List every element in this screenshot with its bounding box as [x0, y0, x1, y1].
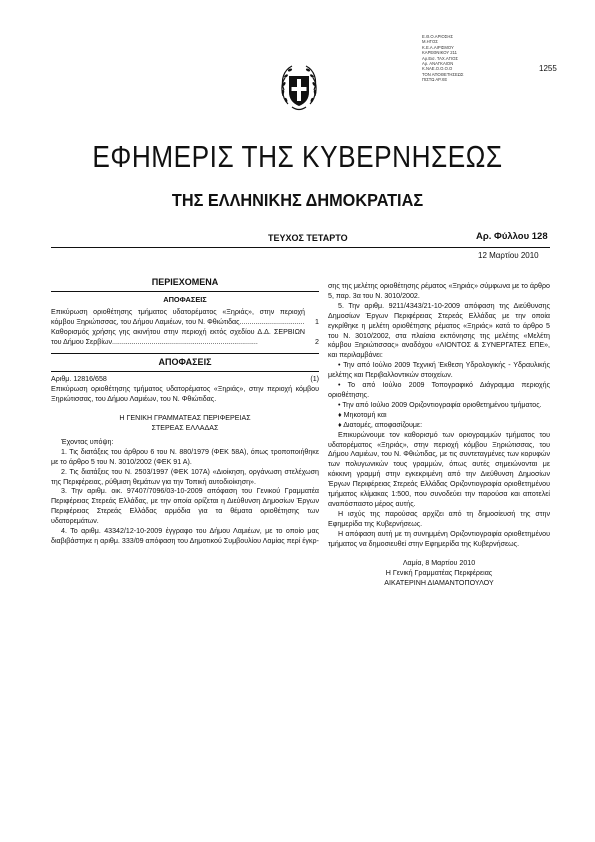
stamp-line: ΠΙΣΤΩ ΑΡ.ΧΕ — [422, 77, 448, 83]
gazette-subtitle: ΤΗΣ ΕΛΛΗΝΙΚΗΣ ΔΗΜΟΚΡΑΤΙΑΣ — [171, 190, 424, 210]
paragraph: 1. Τις διατάξεις του άρθρου 6 του Ν. 880/1979 (ΦΕΚ 58Α), όπως τροποποιήθηκε με το άρθρο 5 του Ν. 3010/2002 (ΦΕΚ 91 Α). — [51, 447, 319, 466]
authority-line-2: ΣΤΕΡΕΑΣ ΕΛΛΑΔΑΣ — [151, 423, 219, 432]
signoff-title: Η Γενική Γραμματέας Περιφέρειας — [385, 569, 493, 578]
issue-label: ΤΕΥΧΟΣ ΤΕΤΑΡΤΟ — [268, 233, 348, 243]
contents-item-text: Καθορισμός χρήσης γης ακινήτου στην περιοχή εκτός σχεδίου Δ.Δ. ΣΕΡΒΙΩΝ του Δήμου Σερβίων.......................................................................... — [51, 327, 305, 346]
stamp-line: Αρ. ΑΝΑΓΚΑΙΟΝ — [422, 61, 454, 67]
paragraph: 3. Την αριθμ. οικ. 97407/7096/03-10-2009 απόφαση του Γενικού Γραμματέα Περιφέρειας Στερεάς Ελλάδας, με την οποία ορίζεται η Διεύθυνση Δημοσίων Έργων Περιφέρειας Στερεάς Ελλάδας αρμόδια για τα θέματα οριοθέτησης των υδατορεμάτων. — [51, 487, 319, 526]
sheet-number: Αρ. Φύλλου 128 — [476, 231, 548, 242]
stamp-line: ΚΑΡΕΘΝΙΚΟΥ 211 — [422, 50, 457, 56]
paragraph: Η ισχύς της παρούσας αρχίζει από τη δημοσίευσή της στην Εφημερίδα της Κυβερνήσεως. — [328, 509, 550, 528]
bullet-item: ♦ Μηκοτομή και — [338, 410, 387, 419]
postage-stamp-block — [422, 34, 512, 83]
contents-heading: ΠΕΡΙΕΧΟΜΕΝΑ — [151, 277, 219, 287]
signoff-name: ΑΙΚΑΤΕΡΙΝΗ ΔΙΑΜΑΝΤΟΠΟΥΛΟΥ — [384, 579, 494, 588]
issue-date: 12 Μαρτίου 2010 — [478, 251, 539, 260]
stamp-line: Κ.Ε.Α.ΑΙΡΙΣΜΟΥ — [422, 44, 454, 50]
paragraph: Η απόφαση αυτή με τη συνημμένη Οριζοντιογραφία οριοθετημένου τμήματος να δημοσιευθεί στην Εφημερίδα της Κυβερνήσεως. — [328, 529, 550, 548]
contents-item — [51, 308, 319, 328]
stamp-line: Αρ.Εισ. ΤΑΧ.ΑΓΙΟΣ — [422, 55, 459, 61]
stamp-line: Ε.Θ.Ο.ΑΡΙΟΣΗΣ — [422, 34, 454, 39]
contents-rule — [51, 291, 319, 292]
masthead-divider — [51, 247, 550, 248]
paragraph: 4. Το αριθμ. 43342/12-10-2009 έγγραφο του Δήμου Λαμιέων, με το οποίο μας διαβιβάστηκε η αριθμ. 333/09 απόφαση του Δημοτικού Συμβουλίου Λαμίας περί έγκρ- — [51, 527, 319, 545]
paragraph: Επικυρώνουμε τον καθορισμό των οριογραμμών τμήματος του υδατορέματος «Ξηριάς», στην περιοχή κόμβου Ξηριώτισσας, του Δήμου Λαμιέων, του Ν. Φθιώτιδας, με τις συντεταγμένες των κορυφών των πολυγωνικών τους γραμμών, όπως αυτές σημειώνονται με κόκκινη γραμμή στην εγκεκριμένη από την Διεύθυνση Δημοσίων Έργων Περιφέρειας Στερεάς Ελλάδας Οριζοντιογραφία οριοθετημένου τμήματος κλίμακας 1:500, που συνοδεύει την παρούσα και αποτελεί αναπόσπαστο μέρος αυτής. — [328, 430, 550, 508]
contents-item — [51, 328, 319, 348]
contents-item-text: Επικύρωση οριοθέτησης τμήματος υδατορέματος «Ξηριάς», στην περιοχή κόμβου Ξηριώτισσας, του Δήμου Λαμιέων, του Ν. Φθιώτιδας................................. — [51, 307, 305, 326]
signoff-place-date: Λαμία, 8 Μαρτίου 2010 — [402, 559, 476, 568]
bullet-item: • Την από Ιούλιο 2009 Οριζοντιογραφία οριοθετημένου τμήματος. — [338, 400, 542, 409]
decision-ref-mark: (1) — [310, 375, 319, 384]
decision-ref-number: Αριθμ. 12816/658 — [51, 375, 107, 384]
authority-line-1: Η ΓΕΝΙΚΗ ΓΡΑΜΜΑΤΕΑΣ ΠΕΡΙΦΕΡΕΙΑΣ — [119, 414, 251, 423]
left-column — [51, 262, 319, 547]
stamp-line: ΤΟΝ ΑΠΟΘΕΤΗΣΕΩΣ — [422, 71, 464, 77]
decision-ref-row — [51, 375, 319, 385]
bullet-item: • Το από Ιούλιο 2009 Τοπογραφικό Διάγραμμα περιοχής οριοθέτησης. — [328, 381, 550, 399]
paragraph: σης της μελέτης οριοθέτησης ρέματος «Ξηριάς» σύμφωνα με το άρθρο 5, παρ. 3α του Ν. 3010/2002. — [328, 282, 550, 300]
stamp-line: Μ.ΗΓΟΣ — [422, 39, 438, 45]
having-regard: Έχοντας υπόψη: — [61, 437, 114, 446]
bullet-item: • Την από Ιούλιο 2009 Τεχνική Έκθεση Υδρολογικής - Υδραυλικής μελέτης και Περιβαλλοντικών στοιχείων. — [328, 361, 550, 380]
contents-subheading: ΑΠΟΦΑΣΕΙΣ — [163, 294, 207, 304]
gazette-title: ΕΦΗΜΕΡΙΣ ΤΗΣ ΚΥΒΕΡΝΗΣΕΩΣ — [92, 140, 503, 174]
decision-title: Επικύρωση οριοθέτησης τμήματος υδατορέματος «Ξηριάς», στην περιοχή κόμβου Ξηριώτισσας, του Δήμου Λαμιέων, του Ν. Φθιώτιδας. — [51, 385, 319, 404]
contents-item-page: 1 — [315, 317, 319, 326]
decisions-rule — [51, 371, 319, 372]
section-rule — [51, 353, 319, 354]
contents-item-page: 2 — [315, 337, 319, 346]
paragraph: 5. Την αριθμ. 9211/4343/21-10-2009 απόφαση της Διεύθυνσης Δημοσίων Έργων Περιφέρειας Στερεάς Ελλάδας με την οποία εγκρίθηκε η μελέτη οριοθέτησης ρέματος «Ξηριάς» κατά το άρθρο 5 του Ν. 3010/2002, στα πλαίσια εκπόνησης της μελέτης «Μελέτη κόμβου Ξηριώτισσας» αναδόχου «ΛΙΟΝΤΟΣ & ΣΥΝΕΡΓΑΤΕΣ ΕΠΕ», και περιλαμβάνει: — [328, 301, 550, 360]
bullet-item: ♦ Διατομές, αποφασίζουμε: — [338, 420, 423, 429]
paragraph: 2. Τις διατάξεις του Ν. 2503/1997 (ΦΕΚ 107Α) «Διοίκηση, οργάνωση στελέχωση της Περιφέρειας, ρύθμιση θεμάτων για την Τοπική αυτοδιοίκηση». — [51, 467, 319, 486]
page-number: 1255 — [539, 64, 557, 73]
right-column — [328, 262, 550, 589]
decisions-heading: ΑΠΟΦΑΣΕΙΣ — [158, 357, 212, 368]
greek-coat-of-arms-icon — [278, 60, 320, 114]
stamp-line: Κ.ΝΑΕ.Ο.Ο.Ο.Ο — [422, 66, 453, 72]
